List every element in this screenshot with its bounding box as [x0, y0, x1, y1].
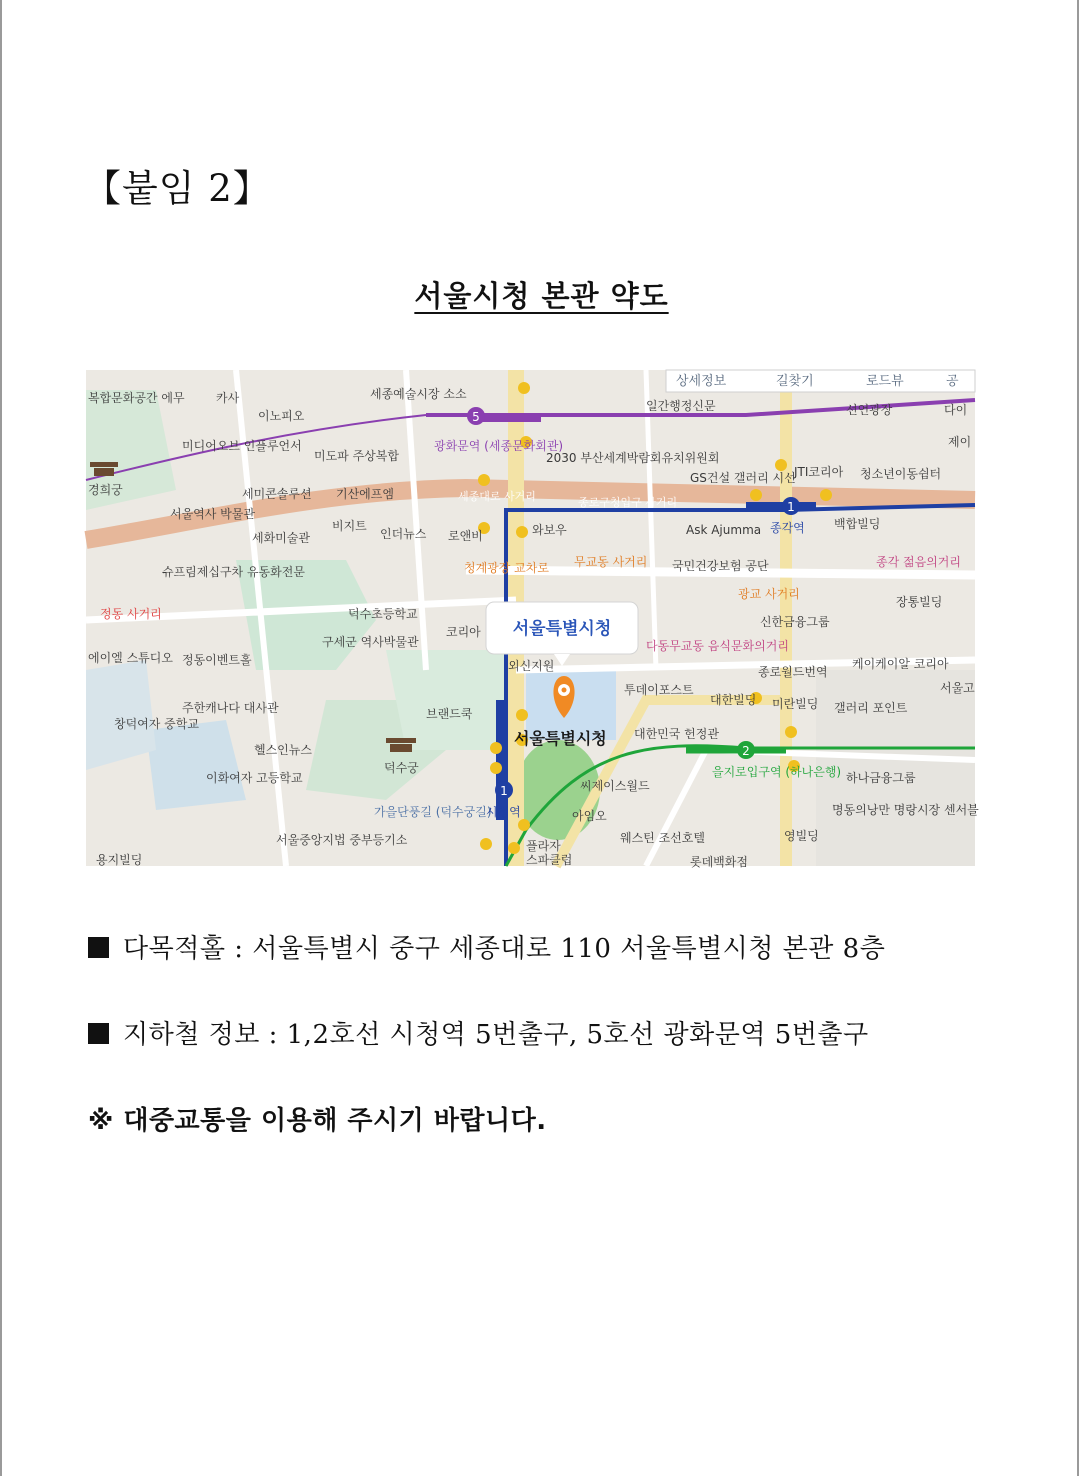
svg-text:기산에프엠: 기산에프엠: [336, 487, 394, 501]
svg-text:장통빌딩: 장통빌딩: [896, 595, 943, 609]
map-pin-label: 서울특별시청: [514, 729, 607, 748]
svg-text:선언광장: 선언광장: [846, 403, 893, 417]
svg-text:2030 부산세계박람회유치위원회: 2030 부산세계박람회유치위원회: [546, 451, 720, 465]
svg-text:서울중앙지법 중부등기소: 서울중앙지법 중부등기소: [276, 833, 408, 847]
svg-text:브랜드쿡: 브랜드쿡: [426, 707, 473, 721]
svg-text:슈프림제십구차 유동화전문: 슈프림제십구차 유동화전문: [162, 565, 305, 579]
svg-text:미도파 주상복합: 미도파 주상복합: [314, 449, 399, 463]
square-bullet-icon: [88, 937, 109, 958]
svg-text:세종예술시장 소소: 세종예술시장 소소: [370, 387, 467, 401]
svg-text:서울역사 박물관: 서울역사 박물관: [170, 507, 255, 521]
svg-text:종로월드번역: 종로월드번역: [758, 665, 828, 679]
svg-text:복합문화공간 에무: 복합문화공간 에무: [88, 391, 185, 405]
svg-text:대한빌딩: 대한빌딩: [710, 693, 757, 707]
svg-text:종로구청입구 사거리: 종로구청입구 사거리: [578, 496, 678, 509]
svg-text:무교동 사거리: 무교동 사거리: [574, 555, 648, 569]
info-venue-text: 다목적홀 : 서울특별시 중구 세종대로 110 서울특별시청 본관 8층: [123, 934, 886, 964]
svg-text:덕수초등학교: 덕수초등학교: [348, 607, 418, 621]
map-toolbar-directions[interactable]: 길찾기: [776, 374, 814, 389]
svg-text:1: 1: [787, 500, 795, 514]
map-toolbar-roadview[interactable]: 로드뷰: [866, 374, 904, 389]
svg-text:에이엘 스튜디오: 에이엘 스튜디오: [88, 651, 173, 665]
svg-text:용지빌딩: 용지빌딩: [96, 853, 143, 867]
svg-text:종각 젊음의거리: 종각 젊음의거리: [876, 555, 961, 569]
svg-text:와보우: 와보우: [532, 523, 567, 537]
svg-text:창덕여자 중학교: 창덕여자 중학교: [114, 717, 199, 731]
svg-text:세화미술관: 세화미술관: [252, 531, 310, 545]
svg-text:센서블: 센서블: [944, 803, 979, 817]
document-title: [2, 274, 1081, 315]
svg-text:GS건설 갤러리 시선: GS건설 갤러리 시선: [690, 471, 796, 485]
svg-text:제이: 제이: [948, 435, 972, 449]
svg-text:미란빌딩: 미란빌딩: [772, 697, 819, 711]
svg-text:정동 사거리: 정동 사거리: [100, 607, 162, 621]
svg-text:신한금융그룹: 신한금융그룹: [760, 615, 830, 629]
svg-text:주한캐나다 대사관: 주한캐나다 대사관: [182, 701, 279, 715]
transit-note: ※ 대중교통을 이용해 주시기 바랍니다.: [88, 1106, 547, 1136]
svg-text:백합빌딩: 백합빌딩: [834, 517, 881, 531]
info-subway-text: 지하철 정보 : 1,2호선 시청역 5번출구, 5호선 광화문역 5번출구: [123, 1020, 869, 1050]
svg-text:플라자: 플라자: [526, 839, 561, 853]
svg-text:아임오: 아임오: [572, 809, 607, 823]
svg-text:롯데백화점: 롯데백화점: [690, 855, 748, 869]
location-map: [86, 370, 979, 869]
svg-text:JTI코리아: JTI코리아: [794, 465, 844, 479]
svg-text:케이케이알 코리아: 케이케이알 코리아: [852, 657, 949, 671]
svg-text:스파클럽: 스파클럽: [526, 853, 573, 867]
jonggak-station-platform: [746, 502, 816, 510]
svg-text:하나금융그룹: 하나금융그룹: [846, 771, 916, 785]
svg-text:청계광장 교차로: 청계광장 교차로: [464, 561, 549, 575]
svg-text:다동무교동 음식문화의거리: 다동무교동 음식문화의거리: [646, 639, 789, 653]
svg-text:정동이벤트홀: 정동이벤트홀: [182, 653, 252, 667]
svg-text:을지로입구역 (하나은행): 을지로입구역 (하나은행): [712, 765, 842, 779]
cityhall-station-platform: [496, 700, 506, 820]
svg-text:구세군 역사박물관: 구세군 역사박물관: [322, 635, 419, 649]
svg-text:청소년이동쉼터: 청소년이동쉼터: [860, 467, 942, 481]
svg-text:종각역: 종각역: [770, 521, 805, 535]
svg-text:광화문역 (세종문화회관): 광화문역 (세종문화회관): [434, 439, 564, 453]
document-title-text: 서울시청 본관 약도: [414, 279, 669, 313]
svg-text:외신지원: 외신지원: [508, 659, 555, 673]
svg-text:2: 2: [742, 744, 750, 758]
deoksugung-grounds: [386, 650, 506, 750]
svg-text:국민건강보험 공단: 국민건강보험 공단: [672, 559, 769, 573]
annex-label: 【붙임 2】: [84, 167, 271, 210]
svg-text:투데이포스트: 투데이포스트: [624, 683, 694, 697]
svg-text:코리아: 코리아: [446, 625, 481, 639]
svg-text:세종대로 사거리: 세종대로 사거리: [458, 490, 536, 503]
svg-text:카사: 카사: [216, 391, 240, 405]
svg-text:광교 사거리: 광교 사거리: [738, 587, 800, 601]
svg-text:영빌딩: 영빌딩: [784, 829, 819, 843]
svg-text:이화여자 고등학교: 이화여자 고등학교: [206, 771, 303, 785]
svg-text:씨제이스월드: 씨제이스월드: [580, 779, 650, 793]
svg-text:경희궁: 경희궁: [88, 483, 123, 497]
svg-text:5: 5: [472, 410, 480, 424]
svg-text:다이: 다이: [944, 403, 968, 417]
svg-text:1: 1: [500, 784, 508, 798]
svg-text:시청역: 시청역: [486, 805, 521, 819]
info-subway: [88, 1014, 869, 1051]
map-canvas: [86, 370, 979, 869]
svg-text:미디어오브 인플루언서: 미디어오브 인플루언서: [182, 439, 302, 453]
svg-text:서울고: 서울고: [940, 681, 975, 695]
svg-text:이노피오: 이노피오: [258, 409, 305, 423]
svg-text:웨스틴 조선호텔: 웨스틴 조선호텔: [620, 831, 705, 845]
svg-text:로앤비: 로앤비: [448, 529, 483, 543]
info-venue: [88, 928, 885, 965]
map-toolbar-share[interactable]: 공: [946, 374, 959, 389]
svg-text:일간행정신문: 일간행정신문: [646, 399, 716, 413]
svg-text:대한민국 헌정관: 대한민국 헌정관: [634, 727, 719, 741]
svg-text:명동의낭만 명랑시장: 명동의낭만 명랑시장: [832, 803, 941, 817]
svg-text:헬스인뉴스: 헬스인뉴스: [254, 743, 312, 757]
square-bullet-icon: [88, 1023, 109, 1044]
svg-text:가을단풍길 (덕수궁길): 가을단풍길 (덕수궁길): [374, 805, 492, 819]
svg-text:Ask Ajumma: Ask Ajumma: [686, 523, 762, 537]
svg-text:비지트: 비지트: [332, 519, 367, 533]
svg-text:덕수궁: 덕수궁: [384, 761, 419, 775]
map-callout-title: 서울특별시청: [512, 619, 612, 639]
svg-text:세미콘솔루션: 세미콘솔루션: [242, 487, 312, 501]
map-toolbar-detail[interactable]: 상세정보: [676, 374, 727, 389]
svg-text:인더뉴스: 인더뉴스: [380, 527, 427, 541]
svg-text:갤러리 포인트: 갤러리 포인트: [834, 701, 908, 715]
